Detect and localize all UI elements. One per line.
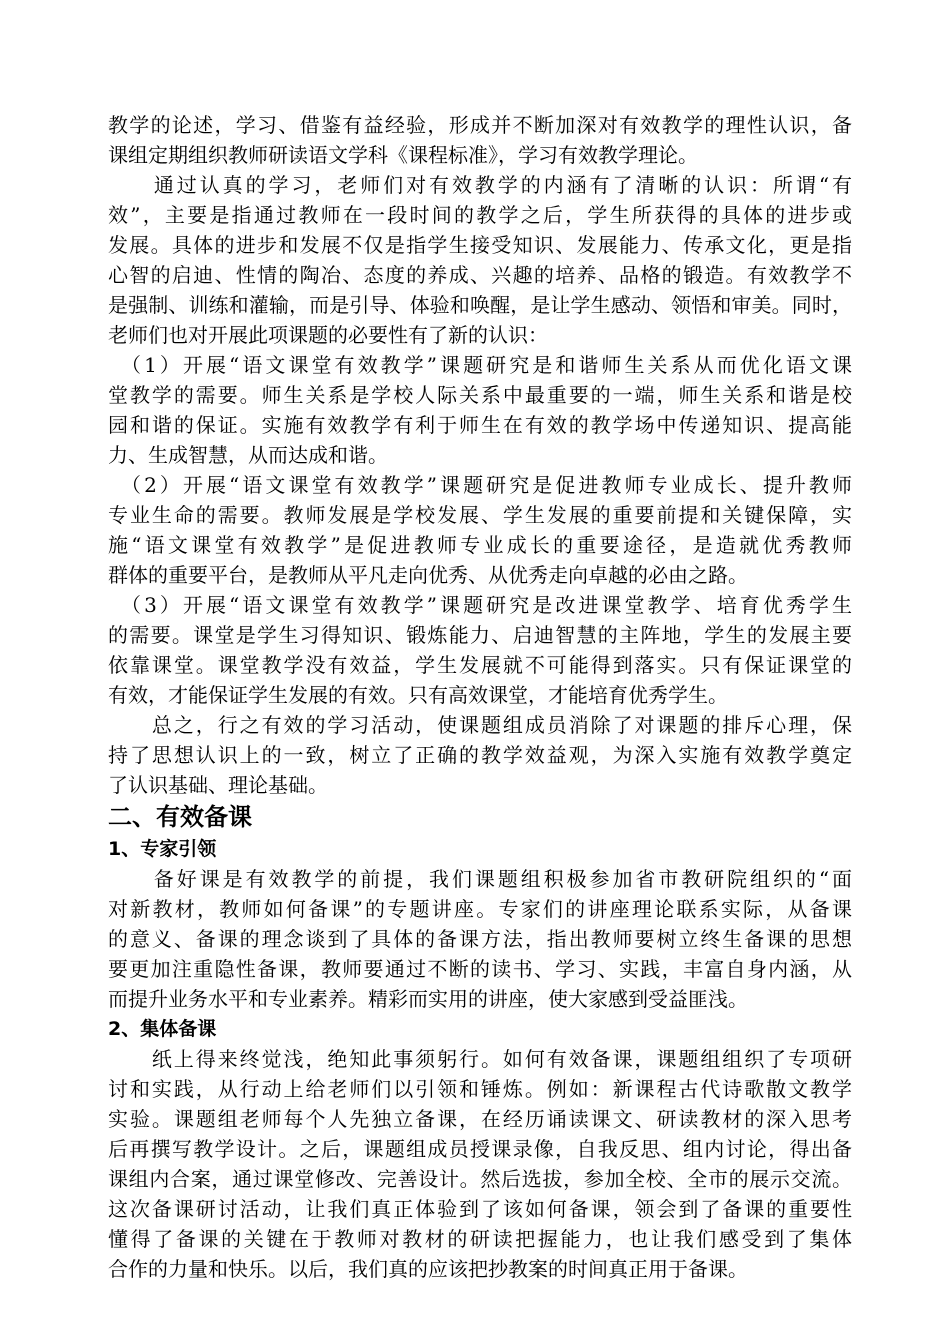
paragraph-summary [108,710,852,800]
paragraph-expert [108,864,852,1014]
text-line: 讨和实践，从行动上给老师们以引领和锤炼。例如：新课程古代诗歌散文教学 [108,1077,852,1101]
paragraph-item-3 [108,590,852,710]
section-heading: 二、有效备课 [108,803,252,831]
text-line: 效”，主要是指通过教师在一段时间的教学之后，学生所获得的具体的进步或 [108,203,852,227]
subsection-heading: 1、专家引领 [108,838,217,860]
text-line: 纸上得来终觉浅，绝知此事须躬行。如何有效备课，课题组组织了专项研 [108,1047,852,1071]
text-line: 是强制、训练和灌输，而是引导、体验和唤醒，是让学生感动、领悟和审美。同时， [108,293,852,317]
text-line: 备好课是有效教学的前提，我们课题组积极参加省市教研院组织的“面 [108,867,852,891]
text-line: 了认识基础、理论基础。 [108,773,328,797]
text-line: （3）开展“语文课堂有效教学”课题研究是改进课堂教学、培育优秀学生 [108,593,852,617]
text-line: 有效，才能保证学生发展的有效。只有高效课堂，才能培育优秀学生。 [108,683,728,707]
text-line: 实验。课题组老师每个人先独立备课，在经历诵读课文、研读教材的深入思考 [108,1107,852,1131]
paragraph-collective [108,1044,852,1284]
text-line: 心智的启迪、性情的陶冶、态度的养成、兴趣的培养、品格的锻造。有效教学不 [108,263,852,287]
paragraph-intro [108,110,852,170]
text-line: 对新教材，教师如何备课”的专题讲座。专家们的讲座理论联系实际，从备课 [108,897,852,921]
text-line: 通过认真的学习，老师们对有效教学的内涵有了清晰的认识：所谓“有 [108,173,852,197]
paragraph-understanding [108,170,852,350]
text-line: 总之，行之有效的学习活动，使课题组成员消除了对课题的排斥心理，保 [108,713,852,737]
text-line: 力、生成智慧，从而达成和谐。 [108,443,388,467]
text-line: 后再撰写教学设计。之后，课题组成员授课录像，自我反思、组内讨论，得出备 [108,1137,852,1161]
text-line: （2）开展“语文课堂有效教学”课题研究是促进教师专业成长、提升教师 [108,473,852,497]
text-line: 教学的论述，学习、借鉴有益经验，形成并不断加深对有效教学的理性认识，备 [108,113,852,137]
text-line: 要更加注重隐性备课，教师要通过不断的读书、学习、实践，丰富自身内涵，从 [108,957,852,981]
text-line: 老师们也对开展此项课题的必要性有了新的认识： [108,323,548,347]
text-line: 持了思想认识上的一致，树立了正确的教学效益观，为深入实施有效教学奠定 [108,743,852,767]
text-line: 专业生命的需要。教师发展是学校发展、学生发展的重要前提和关键保障，实 [108,503,852,527]
text-line: 的需要。课堂是学生习得知识、锻炼能力、启迪智慧的主阵地，学生的发展主要 [108,623,852,647]
text-line: 而提升业务水平和专业素养。精彩而实用的讲座，使大家感到受益匪浅。 [108,987,748,1011]
text-line: 园和谐的保证。实施有效教学有利于师生在有效的教学场中传递知识、提高能 [108,413,852,437]
text-line: 群体的重要平台，是教师从平凡走向优秀、从优秀走向卓越的必由之路。 [108,563,748,587]
text-line: 课组定期组织教师研读语文学科《课程标准》，学习有效教学理论。 [108,143,698,167]
paragraph-item-2 [108,470,852,590]
text-line: 课组内合案，通过课堂修改、完善设计。然后选拔，参加全校、全市的展示交流。 [108,1167,852,1191]
text-line: 这次备课研讨活动，让我们真正体验到了该如何备课，领会到了备课的重要性 [108,1197,852,1221]
text-line: 合作的力量和快乐。以后，我们真的应该把抄教案的时间真正用于备课。 [108,1257,748,1281]
text-line: 发展。具体的进步和发展不仅是指学生接受知识、发展能力、传承文化，更是指 [108,233,852,257]
text-line: 依靠课堂。课堂教学没有效益，学生发展就不可能得到落实。只有保证课堂的 [108,653,852,677]
text-line: 懂得了备课的关键在于教师对教材的研读把握能力，也让我们感受到了集体 [108,1227,852,1251]
text-line: 施“语文课堂有效教学”是促进教师专业成长的重要途径，是造就优秀教师 [108,533,852,557]
subsection-heading: 2、集体备课 [108,1018,217,1040]
paragraph-item-1 [108,350,852,470]
text-line: 的意义、备课的理念谈到了具体的备课方法，指出教师要树立终生备课的思想 [108,927,852,951]
document-body [108,110,852,1284]
text-line: 堂教学的需要。师生关系是学校人际关系中最重要的一端，师生关系和谐是校 [108,383,852,407]
text-line: （1）开展“语文课堂有效教学”课题研究是和谐师生关系从而优化语文课 [108,353,852,377]
